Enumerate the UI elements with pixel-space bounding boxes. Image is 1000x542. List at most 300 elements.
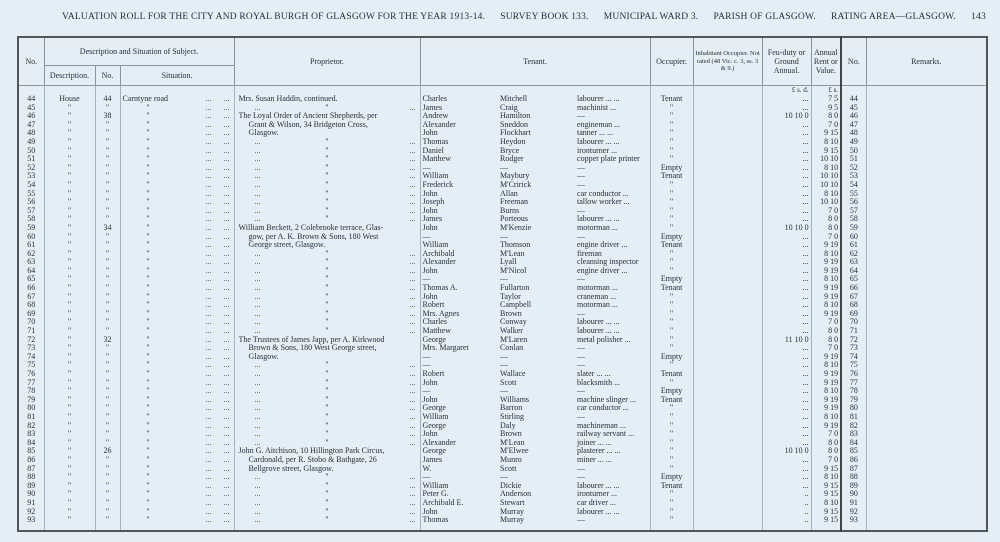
tenant-surname: Allan — [500, 189, 518, 198]
tenant-first-name: Daniel — [420, 147, 498, 156]
description: " — [44, 516, 95, 531]
tenant-first-name: Frederick — [420, 181, 498, 190]
tenant-surname: Fullarton — [500, 284, 530, 293]
tenant-first-name: John — [420, 224, 498, 233]
feu-duty: ... — [762, 284, 811, 293]
inhabitant-occupier-cell — [693, 379, 762, 388]
inhabitant-occupier-cell — [693, 172, 762, 181]
proprietor: ... " ... — [234, 490, 420, 499]
occupier: Empty — [650, 275, 693, 284]
annual-rent: 9 19 — [811, 293, 841, 302]
tenant-occupation: craneman ... — [575, 293, 650, 302]
row-no: 80 — [18, 404, 44, 413]
annual-rent: 8 0 — [811, 439, 841, 448]
house-number: " — [95, 361, 120, 370]
annual-rent: 8 10 — [811, 361, 841, 370]
occupier: " — [650, 310, 693, 319]
occupier: " — [650, 318, 693, 327]
table-row — [18, 465, 987, 474]
situation: " ... — [120, 318, 234, 327]
annual-rent: 8 10 — [811, 473, 841, 482]
situation: " ... — [120, 224, 234, 233]
row-no: 79 — [18, 396, 44, 405]
table-row — [18, 387, 987, 396]
remarks-cell — [866, 310, 987, 319]
situation: " ... — [120, 447, 234, 456]
tenant-occupation: metal polisher ... — [575, 336, 650, 345]
house-number: " — [95, 473, 120, 482]
tenant-surname: Munro — [500, 455, 522, 464]
tenant-surname: M'Lean — [500, 249, 525, 258]
tenant-occupation: labourer ... ... — [575, 482, 650, 491]
remarks-cell — [866, 516, 987, 531]
row-no: 90 — [18, 490, 44, 499]
situation: " ... — [120, 327, 234, 336]
description: " — [44, 447, 95, 456]
rent-units: £ s. — [811, 86, 841, 96]
row-no-2: 46 — [841, 112, 866, 121]
house-number: " — [95, 482, 120, 491]
row-no-2: 51 — [841, 155, 866, 164]
house-number: " — [95, 241, 120, 250]
house-number: " — [95, 499, 120, 508]
row-no: 77 — [18, 379, 44, 388]
description: " — [44, 215, 95, 224]
situation: " ... — [120, 379, 234, 388]
row-no-2: 61 — [841, 241, 866, 250]
tenant-occupation: plasterer ... ... — [575, 447, 650, 456]
annual-rent: 8 0 — [811, 327, 841, 336]
row-no: 62 — [18, 250, 44, 259]
inhabitant-occupier-cell — [693, 404, 762, 413]
tenant-occupation: motorman ... — [575, 224, 650, 233]
table-row — [18, 112, 987, 121]
tenant-first-name: John — [420, 129, 498, 138]
row-no-2: 84 — [841, 439, 866, 448]
occupier: " — [650, 207, 693, 216]
row-no: 55 — [18, 190, 44, 199]
proprietor: ... " ... — [234, 516, 420, 531]
table-row — [18, 224, 987, 233]
description: " — [44, 224, 95, 233]
table-row — [18, 129, 987, 138]
situation: " ... — [120, 241, 234, 250]
description: " — [44, 490, 95, 499]
annual-rent: 9 15 — [811, 147, 841, 156]
remarks-cell — [866, 344, 987, 353]
feu-duty: ... — [762, 456, 811, 465]
row-no: 45 — [18, 104, 44, 113]
house-number: " — [95, 310, 120, 319]
inhabitant-occupier-cell — [693, 490, 762, 499]
tenant-first-name: Archibald E. — [420, 499, 498, 508]
annual-rent: 8 10 — [811, 387, 841, 396]
remarks-cell — [866, 198, 987, 207]
tenant-surname: — — [500, 163, 509, 172]
row-no: 63 — [18, 258, 44, 267]
tenant-occupation: — — [575, 344, 650, 353]
tenant-occupation: slater ... ... — [575, 370, 650, 379]
tenant-occupation: engineman ... — [575, 121, 650, 130]
header-occupier: Occupier. — [650, 37, 693, 86]
tenant-occupation: — — [575, 516, 650, 531]
proprietor: ... " ... — [234, 275, 420, 284]
description: " — [44, 190, 95, 199]
description: " — [44, 379, 95, 388]
proprietor: ... " ... — [234, 207, 420, 216]
row-no-2: 65 — [841, 275, 866, 284]
proprietor: gow, per A. K. Brown & Sons, 180 West — [234, 233, 420, 242]
tenant-surname: Taylor — [500, 292, 521, 301]
situation: " ... — [120, 516, 234, 531]
feu-duty: 10 10 0 — [762, 447, 811, 456]
proprietor: Grant & Wilson, 34 Bridgeton Cross, — [234, 121, 420, 130]
row-no-2: 63 — [841, 258, 866, 267]
tenant-first-name: William — [420, 413, 498, 422]
row-no: 91 — [18, 499, 44, 508]
annual-rent: 9 5 — [811, 104, 841, 113]
remarks-cell — [866, 250, 987, 259]
row-no-2: 79 — [841, 396, 866, 405]
situation: " ... — [120, 198, 234, 207]
row-no-2: 54 — [841, 181, 866, 190]
occupier: " — [650, 413, 693, 422]
page-title-bar — [62, 12, 986, 22]
table-row — [18, 172, 987, 181]
row-no-2: 86 — [841, 456, 866, 465]
tenant-first-name: Robert — [420, 370, 498, 379]
house-number: " — [95, 198, 120, 207]
row-no: 92 — [18, 508, 44, 517]
table-row — [18, 370, 987, 379]
occupier: Empty — [650, 233, 693, 242]
header-tenant: Tenant. — [420, 37, 650, 86]
house-number: " — [95, 250, 120, 259]
table-row — [18, 499, 987, 508]
feu-duty: .. — [762, 516, 811, 531]
occupier: Tenant — [650, 95, 693, 104]
house-number: " — [95, 129, 120, 138]
tenant-surname: Walker — [500, 327, 523, 336]
row-no: 93 — [18, 516, 44, 531]
table-row — [18, 198, 987, 207]
annual-rent: 8 10 — [811, 499, 841, 508]
proprietor: ... " ... — [234, 250, 420, 259]
remarks-cell — [866, 224, 987, 233]
situation: " ... — [120, 293, 234, 302]
house-number: " — [95, 301, 120, 310]
proprietor: ... " ... — [234, 422, 420, 431]
annual-rent: 9 19 — [811, 267, 841, 276]
tenant-surname: Conlan — [500, 344, 524, 353]
tenant-surname: — — [500, 232, 509, 241]
tenant-surname: Dickie — [500, 481, 522, 490]
tenant-occupation: ironturner ... — [575, 490, 650, 499]
tenant-first-name: — — [420, 361, 498, 370]
tenant-surname: Murray — [500, 516, 525, 525]
annual-rent: 9 15 — [811, 482, 841, 491]
proprietor: ... " ... — [234, 104, 420, 113]
inhabitant-occupier-cell — [693, 344, 762, 353]
house-number: " — [95, 344, 120, 353]
feu-duty: ... — [762, 164, 811, 173]
tenant-first-name: — — [420, 387, 498, 396]
tenant-surname: M'Lean — [500, 438, 525, 447]
occupier: " — [650, 336, 693, 345]
remarks-cell — [866, 404, 987, 413]
situation: " ... — [120, 138, 234, 147]
row-no-2: 88 — [841, 473, 866, 482]
annual-rent: 9 15 — [811, 516, 841, 531]
tenant-first-name: Alexander — [420, 258, 498, 267]
row-no-2: 83 — [841, 430, 866, 439]
header-annual-rent: Annual Rent or Value. — [811, 37, 841, 86]
inhabitant-occupier-cell — [693, 181, 762, 190]
inhabitant-occupier-cell — [693, 516, 762, 531]
annual-rent: 9 19 — [811, 241, 841, 250]
house-number: 38 — [95, 112, 120, 121]
tenant-first-name: Alexander — [420, 121, 498, 130]
description: " — [44, 336, 95, 345]
valuation-table — [17, 36, 988, 532]
header-no: No. — [18, 37, 44, 86]
house-number: " — [95, 379, 120, 388]
tenant-surname: Williams — [500, 395, 530, 404]
tenant-surname: Porteous — [500, 215, 529, 224]
row-no-2: 90 — [841, 490, 866, 499]
situation: " ... — [120, 422, 234, 431]
row-no-2: 60 — [841, 233, 866, 242]
feu-duty: 10 10 0 — [762, 224, 811, 233]
remarks-cell — [866, 413, 987, 422]
tenant-first-name: Matthew — [420, 327, 498, 336]
occupier: " — [650, 198, 693, 207]
house-number: " — [95, 172, 120, 181]
tenant-surname: Lyall — [500, 258, 517, 267]
remarks-cell — [866, 275, 987, 284]
inhabitant-occupier-cell — [693, 155, 762, 164]
proprietor: ... " ... — [234, 387, 420, 396]
tenant-occupation: — — [575, 275, 650, 284]
header-feu-duty: Feu-duty or Ground Annual. — [762, 37, 811, 86]
table-row — [18, 353, 987, 362]
house-number: " — [95, 284, 120, 293]
remarks-cell — [866, 370, 987, 379]
tenant-first-name: Mrs. Agnes — [420, 310, 498, 319]
tenant-occupation: ironturner ... — [575, 147, 650, 156]
proprietor: ... " ... — [234, 258, 420, 267]
remarks-cell — [866, 318, 987, 327]
situation: " ... — [120, 473, 234, 482]
feu-duty: ... — [762, 404, 811, 413]
proprietor: ... " ... — [234, 147, 420, 156]
house-number: " — [95, 430, 120, 439]
occupier: " — [650, 138, 693, 147]
table-row — [18, 456, 987, 465]
row-no-2: 81 — [841, 413, 866, 422]
feu-duty: ... — [762, 138, 811, 147]
house-number: " — [95, 516, 120, 531]
description: " — [44, 207, 95, 216]
table-row — [18, 155, 987, 164]
inhabitant-occupier-cell — [693, 456, 762, 465]
occupier: " — [650, 258, 693, 267]
row-no-2: 73 — [841, 344, 866, 353]
row-no: 46 — [18, 112, 44, 121]
remarks-cell — [866, 508, 987, 517]
row-no: 71 — [18, 327, 44, 336]
inhabitant-occupier-cell — [693, 396, 762, 405]
situation: " ... — [120, 353, 234, 362]
inhabitant-occupier-cell — [693, 190, 762, 199]
inhabitant-occupier-cell — [693, 198, 762, 207]
table-row — [18, 404, 987, 413]
remarks-cell — [866, 490, 987, 499]
inhabitant-occupier-cell — [693, 95, 762, 104]
feu-duty: ... — [762, 301, 811, 310]
situation: " ... — [120, 190, 234, 199]
situation: " ... — [120, 404, 234, 413]
occupier: " — [650, 404, 693, 413]
table-row — [18, 361, 987, 370]
row-no-2: 55 — [841, 190, 866, 199]
inhabitant-occupier-cell — [693, 112, 762, 121]
table-row — [18, 207, 987, 216]
row-no-2: 70 — [841, 318, 866, 327]
proprietor: ... " ... — [234, 327, 420, 336]
proprietor: ... " ... — [234, 404, 420, 413]
row-no-2: 77 — [841, 379, 866, 388]
situation: " ... — [120, 430, 234, 439]
remarks-cell — [866, 138, 987, 147]
tenant-first-name: Andrew — [420, 112, 498, 121]
row-no: 58 — [18, 215, 44, 224]
description: " — [44, 439, 95, 448]
tenant-first-name: Peter G. — [420, 490, 498, 499]
house-number: 26 — [95, 447, 120, 456]
inhabitant-occupier-cell — [693, 293, 762, 302]
inhabitant-occupier-cell — [693, 267, 762, 276]
description: " — [44, 164, 95, 173]
annual-rent: 8 0 — [811, 215, 841, 224]
row-no-2: 64 — [841, 267, 866, 276]
tenant-surname: Wallace — [500, 370, 526, 378]
annual-rent: 8 0 — [811, 224, 841, 233]
row-no: 57 — [18, 207, 44, 216]
house-number: " — [95, 353, 120, 362]
row-no-2: 45 — [841, 104, 866, 113]
proprietor: George street, Glasgow. — [234, 241, 420, 250]
occupier: Tenant — [650, 370, 693, 379]
feu-duty: ... — [762, 430, 811, 439]
tenant-occupation: car conductor ... — [575, 190, 650, 199]
remarks-cell — [866, 465, 987, 474]
description: " — [44, 499, 95, 508]
tenant-occupation: machinist ... — [575, 104, 650, 113]
feu-duty: ... — [762, 413, 811, 422]
row-no-2: 56 — [841, 198, 866, 207]
tenant-surname: Maybury — [500, 172, 530, 181]
row-no-2: 78 — [841, 387, 866, 396]
row-no-2: 72 — [841, 336, 866, 345]
description: " — [44, 482, 95, 491]
row-no: 64 — [18, 267, 44, 276]
tenant-surname: Hamilton — [500, 112, 531, 121]
feu-duty: ... — [762, 95, 811, 104]
tenant-occupation: motorman ... — [575, 301, 650, 310]
feu-duty: ... — [762, 361, 811, 370]
table-row — [18, 138, 987, 147]
situation: " ... — [120, 344, 234, 353]
proprietor: Glasgow. — [234, 353, 420, 362]
header-situation: Situation. — [120, 66, 234, 86]
feu-duty: ... — [762, 198, 811, 207]
inhabitant-occupier-cell — [693, 224, 762, 233]
inhabitant-occupier-cell — [693, 310, 762, 319]
feu-duty: ... — [762, 258, 811, 267]
occupier: Empty — [650, 473, 693, 482]
house-number: 32 — [95, 336, 120, 345]
tenant-occupation: motorman ... — [575, 284, 650, 293]
tenant-first-name: Thomas — [420, 516, 498, 531]
situation: Carntyne road ... — [120, 95, 234, 104]
table-row — [18, 413, 987, 422]
occupier: Tenant — [650, 284, 693, 293]
tenant-first-name: Charles — [420, 318, 498, 327]
description: " — [44, 508, 95, 517]
row-no: 68 — [18, 301, 44, 310]
table-row — [18, 336, 987, 345]
occupier: " — [650, 344, 693, 353]
proprietor: ... " ... — [234, 215, 420, 224]
proprietor: Mrs. Susan Haddin, continued. — [234, 95, 420, 104]
units-row — [18, 86, 987, 96]
house-number: " — [95, 370, 120, 379]
row-no: 87 — [18, 465, 44, 474]
remarks-cell — [866, 147, 987, 156]
occupier: " — [650, 456, 693, 465]
tenant-first-name: W. — [420, 465, 498, 474]
inhabitant-occupier-cell — [693, 129, 762, 138]
remarks-cell — [866, 121, 987, 130]
row-no: 61 — [18, 241, 44, 250]
tenant-surname: Scott — [500, 378, 517, 387]
tenant-first-name: Alexander — [420, 439, 498, 448]
feu-duty: ... — [762, 190, 811, 199]
description: " — [44, 430, 95, 439]
inhabitant-occupier-cell — [693, 422, 762, 431]
description: " — [44, 318, 95, 327]
feu-duty: .. — [762, 490, 811, 499]
situation: " ... — [120, 482, 234, 491]
row-no-2: 82 — [841, 422, 866, 431]
situation: " ... — [120, 508, 234, 517]
feu-units: £ s. d. — [762, 86, 811, 96]
remarks-cell — [866, 456, 987, 465]
proprietor: Glasgow. — [234, 129, 420, 138]
description: " — [44, 138, 95, 147]
remarks-cell — [866, 482, 987, 491]
situation: " ... — [120, 370, 234, 379]
row-no: 88 — [18, 473, 44, 482]
tenant-first-name: John — [420, 379, 498, 388]
table-row — [18, 301, 987, 310]
remarks-cell — [866, 164, 987, 173]
description: " — [44, 293, 95, 302]
header-description: Description. — [44, 66, 95, 86]
annual-rent: 10 10 — [811, 181, 841, 190]
house-number: " — [95, 215, 120, 224]
